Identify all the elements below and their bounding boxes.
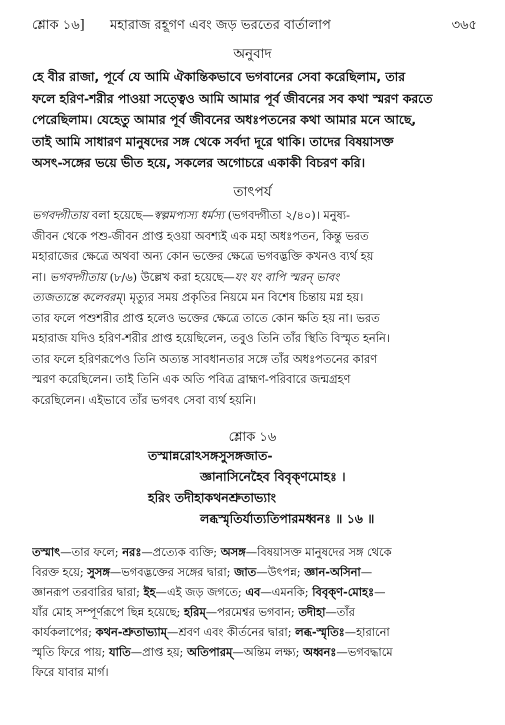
synonym-gloss: —অন্তিম লক্ষ্য; <box>232 645 304 659</box>
translation-line: তাই আমি সাধারণ মানুষদের সঙ্গ থেকে সর্বদা দূরে থাকি। তাদের বিষয়াসক্ত <box>32 133 394 149</box>
synonym-term: লব্ধ-স্মৃতিঃ <box>295 625 345 639</box>
synonym-gloss: —শ্রবণ এবং কীর্তনের দ্বারা; <box>166 625 296 639</box>
purport-text: । মৃত্যুর সময় প্রকৃতির নিয়মে মন বিশেষ চিন্তায় মগ্ন হয়। <box>121 290 364 304</box>
purport-line <box>32 349 480 370</box>
synonyms-block <box>32 542 480 682</box>
translation-line: অসৎ-সঙ্গের ভয়ে ভীত হয়ে, সকলের অগোচরে একাকী বিচরণ করি। <box>32 155 366 170</box>
synonym-gloss: —তার ফলে; <box>60 545 123 559</box>
synonym-term: অতিপারম্ <box>187 645 233 659</box>
verse-line: হরিং তদীহাকথনশ্রুতাভ্যাং <box>148 490 276 505</box>
verse-line: তস্মান্নরোঽসঙ্গসুসঙ্গজাত- <box>148 448 273 463</box>
purport-text: (ভগবদ্গীতা ২/৪০)। মনুষ্য- <box>224 208 350 222</box>
purport-text: তার ফলে হরিণরূপেও তিনি অত্যন্ত সাবধানতার সঙ্গে তাঁর অধঃপতনের কারণ <box>32 351 378 366</box>
synonym-term: জাত <box>234 565 257 579</box>
purport-line <box>32 287 480 308</box>
synonym-term: অসঙ্গ <box>220 545 246 559</box>
synonym-term: অধ্বনঃ <box>303 645 337 659</box>
synonym-gloss: —এই জড় জগতে; <box>155 585 246 599</box>
synonym-gloss: যাঁর মোহ সম্পূর্ণরূপে ছিন্ন হয়েছে; <box>32 605 184 619</box>
synonym-gloss: —প্রত্যেক ব্যক্তি; <box>141 545 221 559</box>
synonym-term: হরিম্ <box>183 605 206 619</box>
purport-text: জীবন থেকে পশু-জীবন প্রাপ্ত হওয়া অবশ্যই এক মহা অধঃপতন, কিন্তু ভরত <box>32 228 369 243</box>
synonym-gloss: —উৎপন্ন; <box>256 565 305 579</box>
translation-line: হে বীর রাজা, পূর্বে যে আমি ঐকান্তিকভাবে ভগবানের সেবা করেছিলাম, তার <box>32 69 406 84</box>
synonym-term: সুসঙ্গ <box>87 565 110 579</box>
purport-line <box>32 369 480 390</box>
synonym-term: জ্ঞান-অসিনা <box>304 565 361 579</box>
header-verse-ref: শ্লোক ১৬] <box>32 18 85 33</box>
verse-line: লব্ধস্মৃতির্যাত্যতিপারমধ্বনঃ ॥ ১৬ ॥ <box>200 511 375 526</box>
synonyms-line <box>32 662 480 682</box>
header-chapter-title: মহারাজ রহূগণ এবং জড় ভরতের বার্তালাপ <box>110 18 331 33</box>
purport-text: মহারাজ যদিও হরিণ-শরীর প্রাপ্ত হয়েছিলেন, তবুও তিনি তাঁর স্থিতি বিস্মৃত হননি। <box>32 331 390 345</box>
synonym-gloss: —এমনকি; <box>260 585 313 599</box>
synonym-gloss: —প্রাপ্ত হয়; <box>130 645 188 659</box>
synonym-gloss: —ভগবদ্ধামে <box>336 645 393 659</box>
page-number: ৩৬৫ <box>451 18 477 33</box>
purport-line <box>32 246 480 267</box>
translation-block <box>32 66 480 174</box>
synonym-term: বিবৃক্‌ণ-মোহঃ <box>312 585 375 599</box>
synonym-term: ইহ <box>143 585 156 599</box>
purport-text: (৮/৬) উল্লেখ করা হয়েছে— <box>105 269 235 284</box>
purport-text: বলা হয়েছে— <box>88 208 154 222</box>
synonym-term: তদীহা <box>298 605 326 619</box>
synonym-gloss: —হারানো <box>344 625 390 639</box>
verse-line: জ্ঞানাসিনেহৈব বিবৃক্‌ণমোহঃ । <box>200 469 346 484</box>
synonym-gloss: কার্যকলাপের; <box>32 625 96 639</box>
synonym-term: তস্মাৎ <box>32 545 61 559</box>
purport-line <box>32 328 480 349</box>
purport-line <box>32 267 480 288</box>
synonyms-line <box>32 562 480 582</box>
purport-line <box>32 205 480 226</box>
translation-line: ফলে হরিণ-শরীর পাওয়া সত্ত্বেও আমি আমার পূর্ব জীবনের সব কথা স্মরণ করতে <box>32 90 433 106</box>
purport-line <box>32 308 480 329</box>
synonyms-line <box>32 582 480 602</box>
synonym-gloss: জ্ঞানরূপ তরবারির দ্বারা; <box>32 585 144 599</box>
synonym-gloss: স্মৃতি ফিরে পায়; <box>32 645 110 659</box>
synonym-gloss: —বিষয়াসক্ত মানুষদের সঙ্গ থেকে <box>245 545 392 559</box>
purport-block <box>32 205 480 410</box>
synonym-gloss: —ভগবদ্ভক্তের সঙ্গের দ্বারা; <box>109 565 235 579</box>
synonym-gloss: বিরক্ত হয়ে; <box>32 565 88 579</box>
synonym-gloss: — <box>374 585 386 599</box>
purport-italic: স্বল্পমপ্যস্য ধর্মস্য <box>153 208 225 222</box>
purport-text: মহারাজের ক্ষেত্রে অথবা অন্য কোন ভক্তের ক্ষেত্রে ভগবদ্ভক্তি কখনও ব্যর্থ হয় <box>32 249 374 263</box>
purport-line <box>32 390 480 411</box>
synonym-gloss: —পরমেশ্বর ভগবান; <box>205 605 299 619</box>
purport-line <box>32 226 480 247</box>
synonyms-line <box>32 622 480 642</box>
synonym-term: এব <box>245 585 261 599</box>
translation-heading: অনুবাদ <box>233 46 272 62</box>
purport-italic: যং যং বাপি স্মরন্ ভাবং <box>234 269 340 284</box>
synonym-gloss: — <box>360 565 373 579</box>
verse-title: শ্লোক ১৬ <box>228 430 277 445</box>
synonym-term: নরঃ <box>122 545 142 559</box>
purport-italic: ভগবদ্গীতায় <box>49 269 106 284</box>
purport-text: তার ফলে পশুশরীর প্রাপ্ত হলেও ভক্তের ক্ষেত্রে তাতে কোন ক্ষতি হয় না। ভরত <box>32 310 380 325</box>
synonym-term: কথন-শ্রুতাভ্যাম্ <box>95 625 167 639</box>
synonym-gloss: —তাঁর <box>325 605 355 619</box>
running-header <box>32 16 477 36</box>
purport-heading: তাৎপর্য <box>233 184 272 200</box>
purport-italic: ত্যজত্যন্তে কলেবরম্ <box>32 290 122 304</box>
translation-line: পেরেছিলাম। যেহেতু আমার পূর্ব জীবনের অধঃপতনের কথা আমার মনে আছে, <box>32 112 417 127</box>
synonyms-line <box>32 602 480 622</box>
synonym-gloss: ফিরে যাবার মার্গ। <box>32 665 109 679</box>
purport-text: না। <box>32 269 50 284</box>
purport-italic: ভগবদ্গীতায় <box>32 208 89 222</box>
synonyms-line <box>32 542 480 562</box>
purport-text: করেছিলেন। এইভাবে তাঁর ভগবৎ সেবা ব্যর্থ হয়নি। <box>32 392 257 407</box>
synonym-term: যাতি <box>109 645 131 659</box>
purport-text: স্মরণ করেছিলেন। তাই তিনি এক অতি পবিত্র ব্রাহ্মণ-পরিবারে জন্মগ্রহণ <box>32 372 351 386</box>
synonyms-line <box>32 642 480 662</box>
